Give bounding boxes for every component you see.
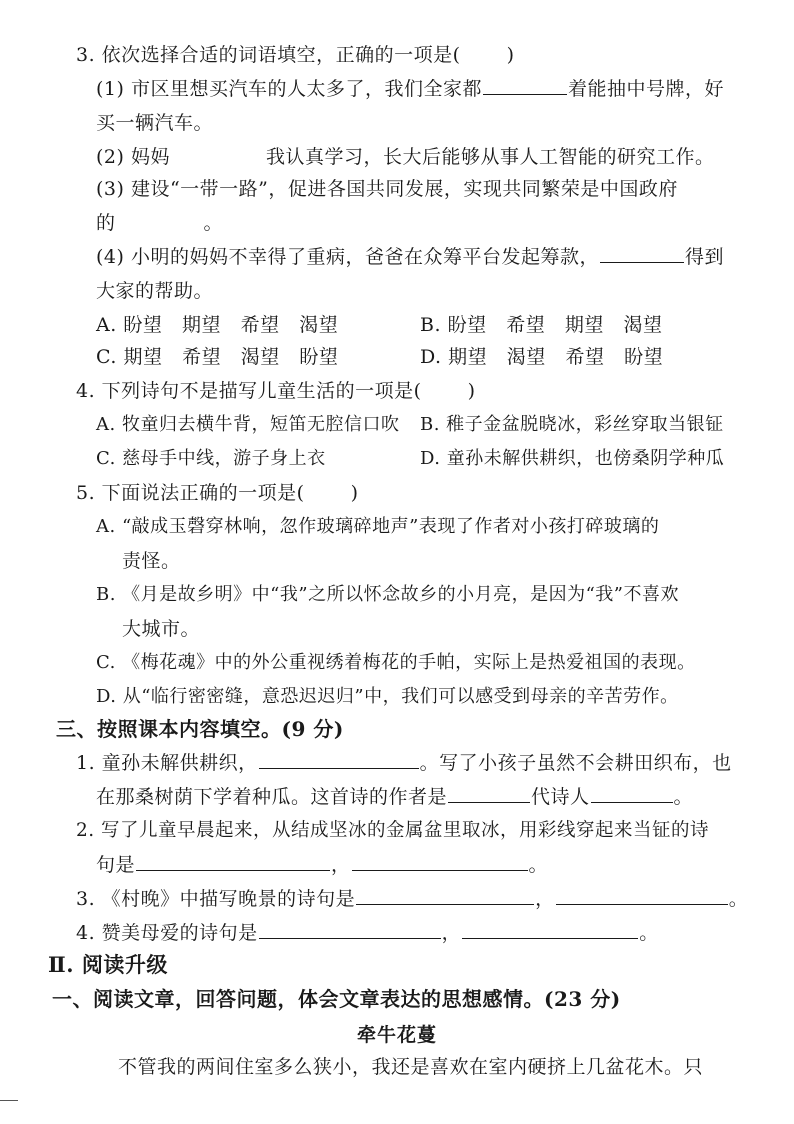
- q3-sentence-2: (2) 妈妈 我认真学习，长大后能够从事人工智能的研究工作。: [96, 146, 715, 168]
- answer-blank[interactable]: [462, 920, 638, 939]
- sec3-item-1: 1. 童孙未解供耕织， 。写了小孩子虽然不会耕田织布，也: [76, 752, 732, 774]
- article-title: 牵牛花蔓: [356, 1024, 437, 1046]
- answer-blank[interactable]: [356, 886, 534, 905]
- q5-option-a-cont: 责怪。: [122, 550, 181, 572]
- q3-option-b[interactable]: B. 盼望 希望 期望 渴望: [420, 314, 663, 336]
- article-paragraph: 不管我的两间住室多么狭小，我还是喜欢在室内硬挤上几盆花木。只: [118, 1056, 704, 1078]
- sec3-item-2: 2. 写了儿童早晨起来，从结成坚冰的金属盆里取冰，用彩线穿起来当钲的诗: [76, 820, 710, 841]
- answer-blank[interactable]: [136, 852, 330, 871]
- q5-stem: 5. 下面说法正确的一项是( ): [76, 482, 359, 504]
- q3-sentence-1-cont: 买一辆汽车。: [96, 112, 214, 134]
- q5-option-b[interactable]: B. 《月是故乡明》中“我”之所以怀念故乡的小月亮，是因为“我”不喜欢: [96, 584, 679, 605]
- q5-option-c[interactable]: C. 《梅花魂》中的外公重视绣着梅花的手帕，实际上是热爱祖国的表现。: [96, 652, 696, 673]
- q3-stem: 3. 依次选择合适的词语填空，正确的一项是( ): [76, 44, 515, 66]
- answer-blank[interactable]: [483, 76, 567, 95]
- q3-option-c[interactable]: C. 期望 希望 渴望 盼望: [96, 346, 339, 368]
- answer-blank[interactable]: [556, 886, 728, 905]
- reading-instructions: 一、阅读文章，回答问题，体会文章表达的思想感情。(23 分): [52, 987, 621, 1011]
- q4-option-c[interactable]: C. 慈母手中线，游子身上衣: [96, 448, 326, 469]
- sec3-item-1-cont: 在那桑树荫下学着种瓜。这首诗的作者是 代诗人 。: [96, 786, 694, 808]
- q3-sentence-4: (4) 小明的妈妈不幸得了重病，爸爸在众筹平台发起筹款， 得到: [96, 246, 724, 268]
- q5-option-d[interactable]: D. 从“临行密密缝，意恐迟迟归”中，我们可以感受到母亲的辛苦劳作。: [96, 686, 679, 707]
- answer-blank[interactable]: [600, 244, 684, 263]
- answer-blank[interactable]: [448, 784, 530, 803]
- sec3-item-4: 4. 赞美母爱的诗句是 ， 。: [76, 922, 659, 944]
- answer-blank[interactable]: [259, 920, 441, 939]
- q3-sentence-1: (1) 市区里想买汽车的人太多了，我们全家都 着能抽中号牌，好: [96, 78, 724, 100]
- q4-option-b[interactable]: B. 稚子金盆脱晓冰，彩丝穿取当银钲: [420, 414, 724, 435]
- answer-blank[interactable]: [259, 750, 419, 769]
- sec3-item-2-cont: 句是 ， 。: [96, 854, 549, 876]
- q3-sentence-4-cont: 大家的帮助。: [96, 280, 214, 302]
- answer-blank[interactable]: [591, 784, 673, 803]
- q3-sentence-3-cont: 的 。: [96, 212, 224, 234]
- part-2-heading: Ⅱ. 阅读升级: [48, 952, 168, 977]
- page-edge-mark: [0, 1100, 18, 1101]
- q4-option-d[interactable]: D. 童孙未解供耕织，也傍桑阴学种瓜: [420, 448, 725, 469]
- q4-stem: 4. 下列诗句不是描写儿童生活的一项是( ): [76, 380, 476, 402]
- section-3-heading: 三、按照课本内容填空。(9 分): [56, 717, 344, 741]
- q3-sentence-3: (3) 建设“一带一路”，促进各国共同发展，实现共同繁荣是中国政府: [96, 178, 678, 200]
- q5-option-a[interactable]: A. “敲成玉磬穿林响，忽作玻璃碎地声”表现了作者对小孩打碎玻璃的: [96, 516, 660, 537]
- q5-option-b-cont: 大城市。: [122, 618, 201, 640]
- q3-option-a[interactable]: A. 盼望 期望 希望 渴望: [96, 314, 339, 336]
- q3-option-d[interactable]: D. 期望 渴望 希望 盼望: [420, 346, 664, 368]
- answer-blank[interactable]: [352, 852, 528, 871]
- q4-option-a[interactable]: A. 牧童归去横牛背，短笛无腔信口吹: [96, 414, 400, 435]
- sec3-item-3: 3. 《村晚》中描写晚景的诗句是 ， 。: [76, 888, 749, 910]
